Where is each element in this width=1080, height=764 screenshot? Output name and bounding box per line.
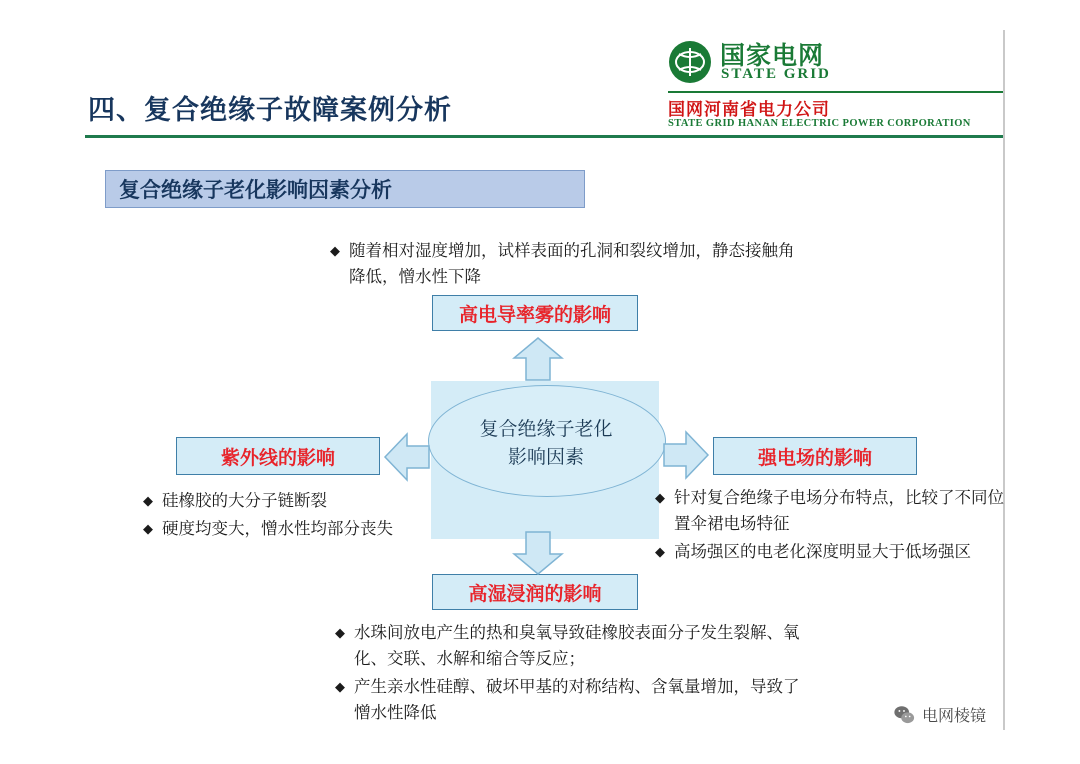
bullet-text: 随着相对湿度增加，试样表面的孔洞和裂纹增加，静态接触角降低，憎水性下降 <box>349 241 795 286</box>
list-item <box>655 539 1005 565</box>
bullet-text: 水珠间放电产生的热和臭氧导致硅橡胶表面分子发生裂解、氧化、交联、水解和缩合等反应； <box>354 623 800 668</box>
bullet-text: 产生亲水性硅醇、破坏甲基的对称结构、含氧量增加，导致了憎水性降低 <box>354 677 800 722</box>
arrow-up-icon <box>512 336 564 382</box>
node-top-label: 高电导率雾的影响 <box>458 303 611 326</box>
node-top[interactable] <box>432 295 638 331</box>
arrow-down-icon <box>512 530 564 576</box>
list-item <box>330 238 800 290</box>
logo-company-cn: 国家电网 <box>720 41 825 70</box>
logo-company-en: STATE GRID <box>721 66 831 82</box>
logo-subsidiary-en: STATE GRID HANAN ELECTRIC POWER CORPORATION <box>668 118 971 129</box>
arrow-left-icon <box>383 432 431 482</box>
bullet-text: 高场强区的电老化深度明显大于低场强区 <box>674 542 971 561</box>
node-left-label: 紫外线的影响 <box>220 446 335 469</box>
bullet-text: 硅橡胶的大分子链断裂 <box>162 491 327 510</box>
watermark <box>893 703 986 726</box>
list-item <box>335 620 815 672</box>
node-right-label: 强电场的影响 <box>757 446 872 469</box>
bullets-left <box>143 488 473 544</box>
bullet-text: 针对复合绝缘子电场分布特点，比较了不同位置伞裙电场特征 <box>674 488 1004 533</box>
list-item <box>335 674 815 726</box>
arrow-right-icon <box>662 430 710 480</box>
node-bottom[interactable] <box>432 574 638 610</box>
logo-subsidiary-cn: 国网河南省电力公司 <box>668 100 830 120</box>
node-bottom-label: 高湿浸润的影响 <box>468 582 602 605</box>
section-banner <box>105 170 585 208</box>
watermark-text: 电网棱镜 <box>922 706 987 725</box>
diamond-bullet-icon: ◆ <box>335 625 345 640</box>
title-underline <box>85 135 1003 138</box>
diamond-bullet-icon: ◆ <box>655 544 665 559</box>
wechat-icon <box>893 704 915 726</box>
section-banner-label: 复合绝缘子老化影响因素分析 <box>119 178 392 202</box>
list-item <box>143 516 473 542</box>
page-edge-line <box>1003 30 1005 730</box>
diamond-bullet-icon: ◆ <box>330 243 340 258</box>
diamond-bullet-icon: ◆ <box>143 493 153 508</box>
diamond-bullet-icon: ◆ <box>335 679 345 694</box>
list-item <box>143 488 473 514</box>
node-left[interactable] <box>176 437 380 475</box>
state-grid-logo-block <box>668 38 1003 128</box>
diamond-bullet-icon: ◆ <box>143 521 153 536</box>
bullet-text: 硬度均变大，憎水性均部分丧失 <box>162 519 393 538</box>
list-item <box>655 485 1005 537</box>
center-label-line2: 影响因素 <box>507 446 584 468</box>
center-ellipse-label <box>428 415 664 471</box>
bullets-bottom <box>335 620 815 728</box>
page-title: 四、复合绝缘子故障案例分析 <box>88 95 452 126</box>
node-right[interactable] <box>713 437 917 475</box>
center-label-line1: 复合绝缘子老化 <box>479 418 613 440</box>
state-grid-logo-icon <box>668 40 712 84</box>
bullets-right <box>655 485 1005 567</box>
bullets-top <box>330 238 800 292</box>
logo-divider <box>668 91 1003 93</box>
diamond-bullet-icon: ◆ <box>655 490 665 505</box>
